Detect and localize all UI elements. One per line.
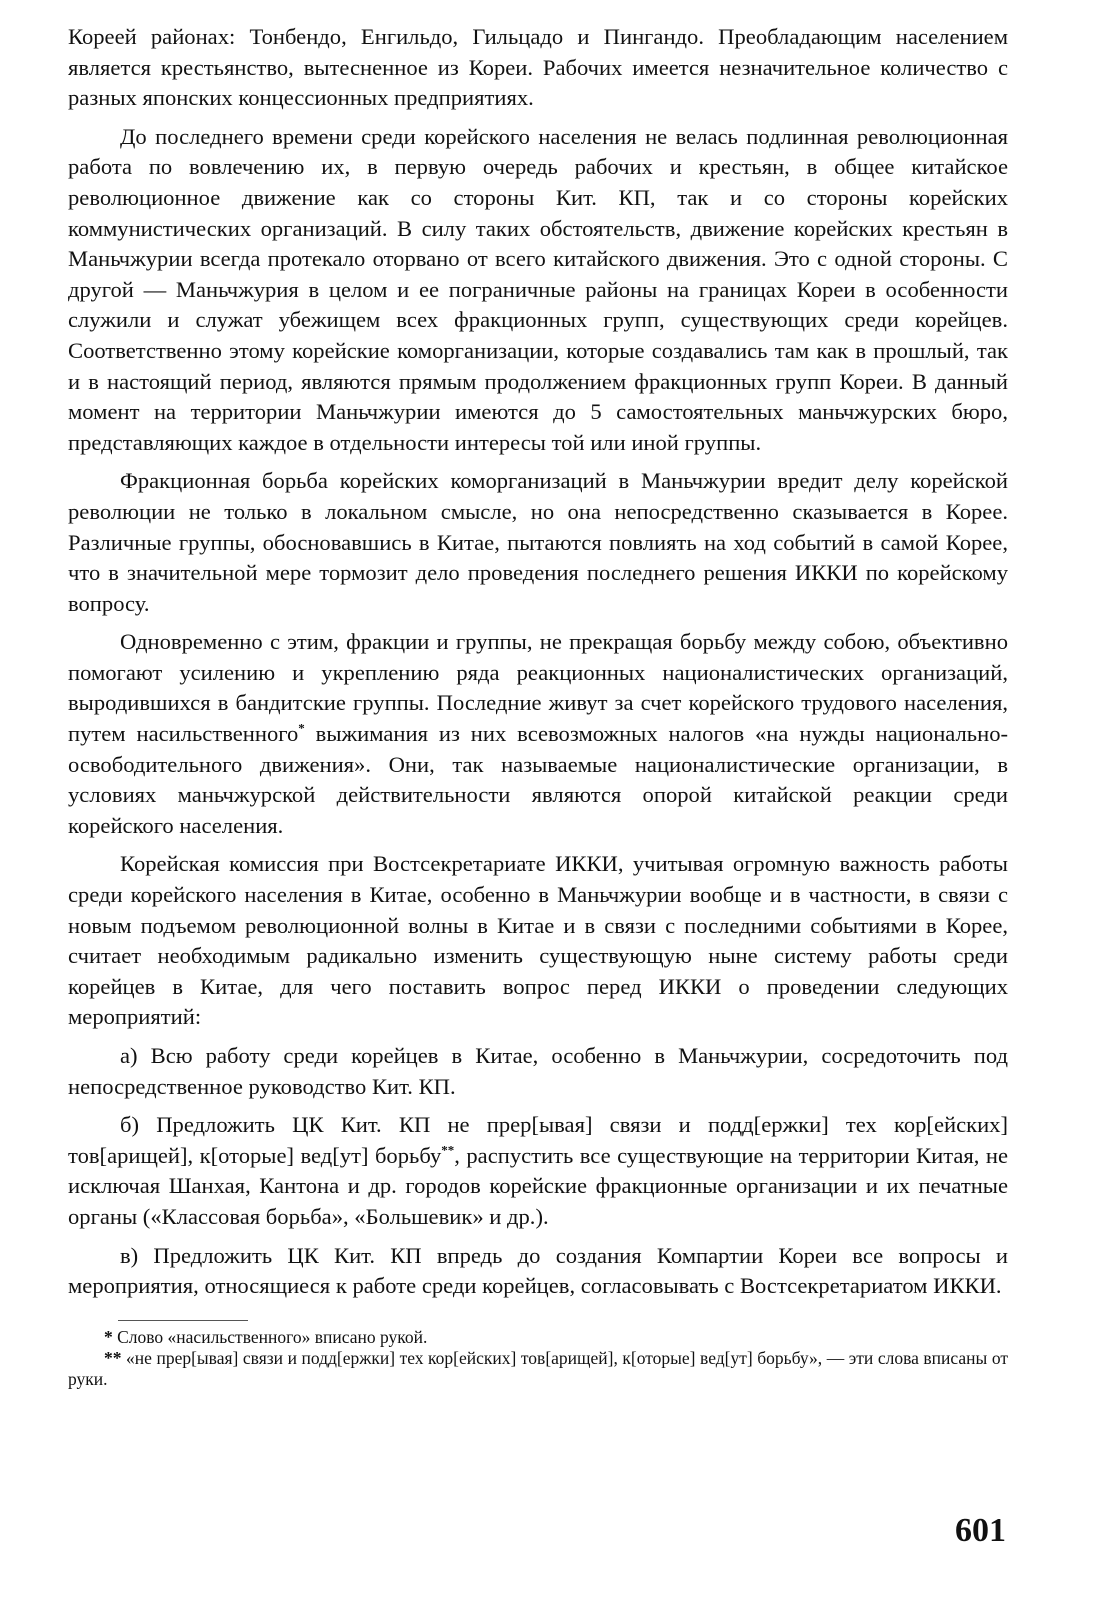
paragraph-3: Фракционная борьба корейских коморганизаций в Маньчжурии вредит делу корейской революции не только в локальном смысле, но она непосредственно сказывается в Корее. Различные группы, обосновавшись в Китае, пытаются повлиять на ход событий в самой Корее, что в значительной мере тормозит дело проведения последнего решения ИККИ по корейскому вопросу. <box>68 468 1008 616</box>
list-item-c: в) Предложить ЦК Кит. КП впредь до создания Компартии Кореи все вопросы и мероприятия, относящиеся к работе среди корейцев, согласовывать с Востсекретариатом ИККИ. <box>68 1242 1008 1299</box>
paragraph-2: До последнего времени среди корейского населения не велась подлинная революционная работа по вовлечению их, в первую очередь рабочих и крестьян, в общее китайское революционное движение как со стороны Кит. КП, так и со стороны корейских коммунистических организаций. В силу таких обстоятельств, движение корейских крестьян в Маньчжурии всегда протекало оторвано от всего китайского движения. Это с одной стороны. С другой — Маньчжурия в целом и ее пограничные районы на границах Кореи в особенности служили и служат убежищем всех фракционных групп, существующих среди корейцев. Соответственно этому корейские коморганизации, которые создавались там как в прошлый, так и в настоящий период, являются прямым продолжением фракционных групп Кореи. В данный момент на территории Маньчжурии имеются до 5 самостоятельных маньчжурских бюро, представляющих каждое в отдельности интересы той или иной группы. <box>68 123 1008 455</box>
footnote-2-mark: ** <box>104 1347 122 1368</box>
list-item-b-after: , распустить все существующие на территории Китая, не исключая Шанхая, Кантона и др. городов корейские фракционные организации и их печатные органы («Классовая борьба», «Большевик» и др.). <box>68 1142 1008 1229</box>
list-item-b <box>68 1110 1008 1232</box>
paragraph-1: Кореей районах: Тонбендо, Енгильдо, Гильцадо и Пингандо. Преобладающим населением является крестьянство, вытесненное из Кореи. Рабочих имеется незначительное количество с разных японских концессионных предприятиях. <box>68 24 1008 111</box>
footnote-ref-1: * <box>298 720 305 736</box>
list-item-b-before: б) Предложить ЦК Кит. КП не прер[ывая] связи и подд[ержки] тех кор[ейских] тов[арищей], к[оторые] вед[ут] борьбу <box>68 1112 1008 1168</box>
footnote-2 <box>68 1348 1008 1390</box>
footnote-1-text: Слово «насильственного» вписано рукой. <box>112 1326 428 1347</box>
footnote-1 <box>68 1327 1008 1348</box>
footnote-divider <box>118 1320 248 1321</box>
document-page <box>68 22 1008 1390</box>
footnotes <box>68 1327 1008 1390</box>
paragraph-4-before: Одновременно с этим, фракции и группы, не прекращая борьбу между собою, объективно помогают усилению и укреплению ряда реакционных националистических организаций, выродившихся в бандитские группы. Последние живут за счет корейского трудового населения, путем насильственного <box>68 629 1008 747</box>
paragraph-5: Корейская комиссия при Востсекретариате ИККИ, учитывая огромную важность работы среди корейского населения в Китае, особенно в Маньчжурии вообще и в частности, в связи с новым подъемом революционной волны в Китае и в связи с последними событиями в Корее, считает необходимым радикально изменить существующую ныне систему работы среди корейцев в Китае, для чего поставить вопрос перед ИККИ о проведении следующих мероприятий: <box>68 851 1008 1030</box>
footnote-2-text: «не прер[ывая] связи и подд[ержки] тех кор[ейских] тов[арищей], к[оторые] вед[ут] борьбу», — эти слова вписаны от руки. <box>68 1347 1008 1389</box>
list-item-a: а) Всю работу среди корейцев в Китае, особенно в Маньчжурии, сосредоточить под непосредственное руководство Кит. КП. <box>68 1043 1008 1099</box>
paragraph-4-after: выжимания из них всевозможных налогов «на нужды национально-освободительного движения». Они, так называемые националистические организации, в условиях маньчжурской действительности являются опорой китайской реакции среди корейского населения. <box>68 721 1009 838</box>
page-number: 601 <box>955 1512 1006 1549</box>
footnote-ref-2: ** <box>441 1142 455 1158</box>
footnote-1-mark: * <box>104 1326 113 1347</box>
paragraph-4 <box>68 627 1008 841</box>
